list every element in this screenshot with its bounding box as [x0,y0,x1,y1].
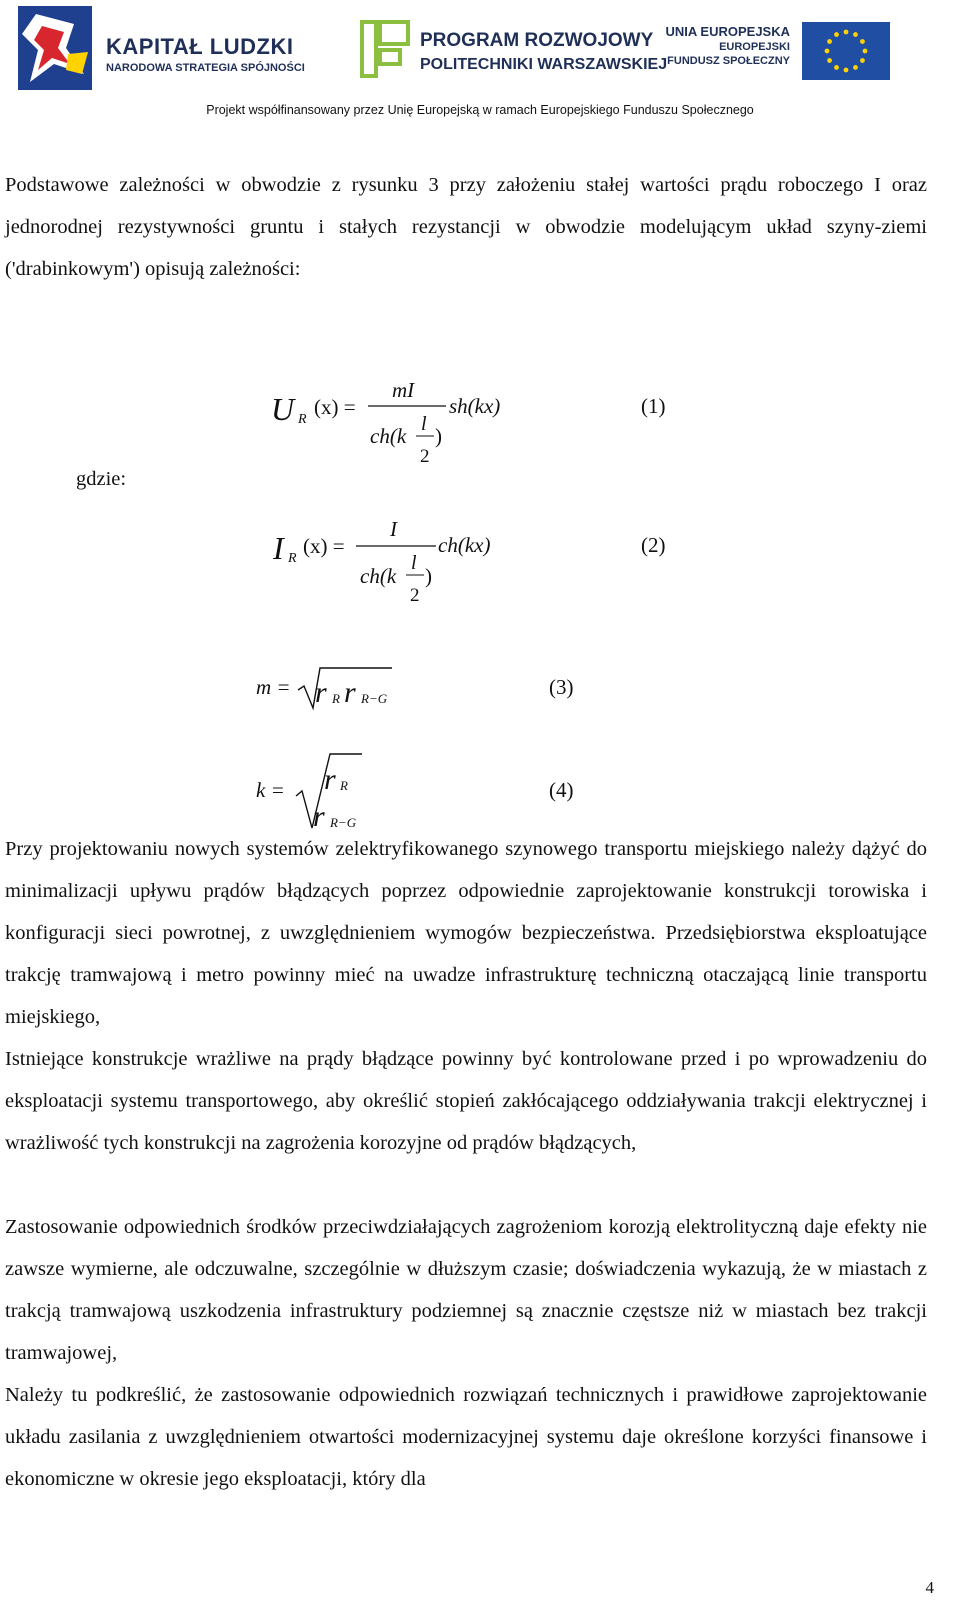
eq1-den-frac-num: l [421,413,427,435]
body-paragraph-4: Należy tu podkreślić, że zastosowanie odpowiednich rozwiązań technicznych i prawidłowe zaprojektowanie układu zasilania z uwzględnieniem otwartości modernizacyjnej systemu daje określone korzyści finansowe i ekonomiczne w okresie jego eksploatacji, który dla [5,1384,927,1490]
kapital-ludzki-title: KAPITAŁ LUDZKI [106,34,294,59]
eq4-den: r [313,800,325,833]
eq1-rhs: sh(kx) [449,394,501,418]
eq2-den-pre: ch(k [360,564,397,588]
equation-2 [272,517,666,606]
eq3-label: (3) [549,675,574,699]
program-rozwojowy-line1: PROGRAM ROZWOJOWY [420,30,654,51]
eq2-den-frac-num: l [411,552,417,574]
eq1-lhs-arg: (x) = [314,395,356,419]
eq3-r1: r [315,676,327,709]
eq2-rhs: ch(kx) [438,533,491,557]
ue-line2: EUROPEJSKI [719,41,790,53]
eq1-label: (1) [641,394,666,418]
eq4-lhs: k = [256,778,285,802]
body-paragraph-3: Zastosowanie odpowiednich środków przeciwdziałających zagrożeniom korozją elektrolityczną daje efekty nie zawsze wymierne, ale odczuwalne, szczególnie w dłuższym czasie; doświadczenia wykazują, że w miastach z trakcją tramwajową uszkodzenia infrastruktury podziemnej są znacznie częstsze niż w miastach bez trakcji tramwajowej, [5,1216,927,1364]
eq1-numerator: mI [392,378,415,402]
kapital-ludzki-subtitle: NARODOWA STRATEGIA SPÓJNOŚCI [106,62,305,74]
ue-line1: UNIA EUROPEJSKA [665,24,790,39]
intro-paragraph: Podstawowe zależności w obwodzie z rysunku 3 przy założeniu stałej wartości prądu roboczego I oraz jednorodnej rezystywności gruntu i stałych rezystancji w obwodzie modelującym układ szyny-ziemi ('drabinkowym') opisują zależności: [5,174,927,280]
equation-1 [271,378,666,467]
eq2-den-frac-den: 2 [410,585,420,606]
equation-4 [256,754,574,833]
equation-3 [256,668,574,709]
page-number: 4 [925,1578,934,1597]
eq1-den-post: ) [435,424,442,448]
eq1-lhs-sub: R [298,412,307,427]
eq3-r2: r [344,676,356,709]
eq2-label: (2) [641,533,666,557]
ue-line3: FUNDUSZ SPOŁECZNY [667,55,790,67]
body-paragraph-1: Przy projektowaniu nowych systemów zelektryfikowanego szynowego transportu miejskiego należy dążyć do minimalizacji upływu prądów błądzących poprzez odpowiednie zaprojektowanie konstrukcji torowiska i konfiguracji sieci powrotnej, z uwzględnieniem wymogów bezpieczeństwa. Przedsiębiorstwa eksploatujące trakcję tramwajową i metro powinny mieć na uwadze infrastrukturę techniczną otaczającą linie transportu miejskiego, [5,838,927,1028]
eq2-den-post: ) [425,564,432,588]
eq2-lhs-sub: R [288,551,297,566]
body-paragraph-2: Istniejące konstrukcje wrażliwe na prądy błądzące powinny być kontrolowane przed i po wprowadzeniu do eksploatacji systemu transportowego, aby określić stopień zakłócającego oddziaływania trakcji elektrycznej i wrażliwość tych konstrukcji na zagrożenia korozyjne od prądów błądzących, [5,1048,927,1154]
eq2-lhs-arg: (x) = [303,534,345,558]
eq1-lhs-var: U [271,391,295,427]
eq3-r2-sub: R−G [361,691,388,706]
eq4-num: r [324,763,336,796]
gdzie-label: gdzie: [76,468,127,490]
eq3-r1-sub: R [332,691,340,706]
eq4-label: (4) [549,778,574,802]
eq2-numerator: I [390,517,397,541]
eq2-lhs-var: I [273,530,284,566]
eq4-num-sub: R [340,778,348,793]
program-rozwojowy-line2: POLITECHNIKI WARSZAWSKIEJ [420,56,668,73]
eq4-den-sub: R−G [330,815,357,830]
cofunding-notice: Projekt współfinansowany przez Unię Europejską w ramach Europejskiego Funduszu Społecznego [206,103,754,117]
eq1-den-frac-den: 2 [420,446,430,467]
eq1-den-pre: ch(k [370,424,407,448]
eq3-lhs: m = [256,675,291,699]
